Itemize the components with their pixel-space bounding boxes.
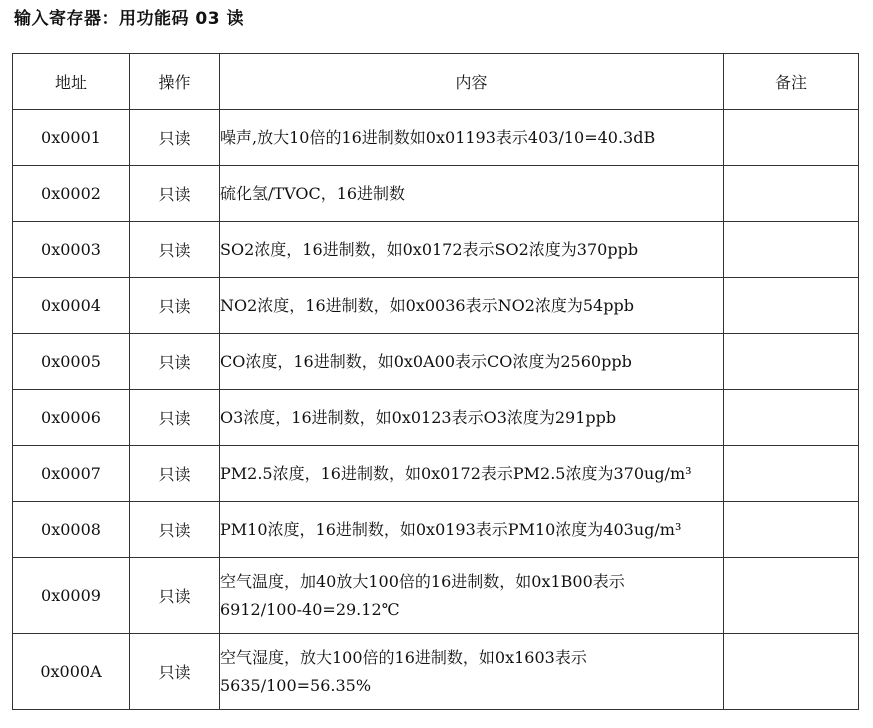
- register-operation: 只读: [130, 110, 220, 166]
- register-address: 0x0006: [13, 390, 130, 446]
- table-row: [13, 390, 859, 446]
- register-address: 0x0005: [13, 334, 130, 390]
- register-note: [724, 502, 859, 558]
- register-address: 0x000A: [13, 634, 130, 710]
- table-row: [13, 222, 859, 278]
- register-note: [724, 334, 859, 390]
- register-operation: 只读: [130, 334, 220, 390]
- input-register-table: [12, 53, 859, 710]
- header-operation: 操作: [130, 54, 220, 110]
- content-line: SO2浓度，16进制数，如0x0172表示SO2浓度为370ppb: [220, 239, 639, 259]
- register-operation: 只读: [130, 446, 220, 502]
- register-address: 0x0001: [13, 110, 130, 166]
- content-line: O3浓度，16进制数，如0x0123表示O3浓度为291ppb: [220, 407, 617, 427]
- register-address: 0x0007: [13, 446, 130, 502]
- register-content: [220, 446, 724, 502]
- register-content: [220, 334, 724, 390]
- register-content: [220, 110, 724, 166]
- table-row: [13, 278, 859, 334]
- register-operation: 只读: [130, 634, 220, 710]
- content-line: PM2.5浓度，16进制数，如0x0172表示PM2.5浓度为370ug/m³: [220, 463, 692, 483]
- content-line: 噪声,放大10倍的16进制数如0x01193表示403/10=40.3dB: [220, 127, 656, 147]
- register-note: [724, 166, 859, 222]
- table-row: [13, 502, 859, 558]
- register-content: [220, 634, 724, 710]
- content-line: 硫化氢/TVOC，16进制数: [220, 183, 406, 203]
- register-content: [220, 390, 724, 446]
- table-row: [13, 334, 859, 390]
- register-operation: 只读: [130, 278, 220, 334]
- register-address: 0x0004: [13, 278, 130, 334]
- register-note: [724, 558, 859, 634]
- register-note: [724, 110, 859, 166]
- register-note: [724, 634, 859, 710]
- register-address: 0x0003: [13, 222, 130, 278]
- register-note: [724, 278, 859, 334]
- table-row: [13, 166, 859, 222]
- content-line: 空气温度，加40放大100倍的16进制数，如0x1B00表示: [220, 571, 625, 591]
- table-row: [13, 558, 859, 634]
- register-content: [220, 222, 724, 278]
- register-content: [220, 278, 724, 334]
- register-operation: 只读: [130, 222, 220, 278]
- content-line: NO2浓度，16进制数，如0x0036表示NO2浓度为54ppb: [220, 295, 634, 315]
- register-note: [724, 446, 859, 502]
- header-address: 地址: [13, 54, 130, 110]
- register-content: [220, 558, 724, 634]
- register-note: [724, 390, 859, 446]
- table-row: [13, 110, 859, 166]
- content-line: 5635/100=56.35%: [220, 675, 372, 695]
- register-address: 0x0009: [13, 558, 130, 634]
- table-header-row: [13, 54, 859, 110]
- content-line: CO浓度，16进制数，如0x0A00表示CO浓度为2560ppb: [220, 351, 632, 371]
- header-note: 备注: [724, 54, 859, 110]
- register-operation: 只读: [130, 558, 220, 634]
- register-operation: 只读: [130, 166, 220, 222]
- register-note: [724, 222, 859, 278]
- register-operation: 只读: [130, 390, 220, 446]
- content-line: PM10浓度，16进制数，如0x0193表示PM10浓度为403ug/m³: [220, 519, 682, 539]
- register-content: [220, 502, 724, 558]
- register-address: 0x0008: [13, 502, 130, 558]
- register-operation: 只读: [130, 502, 220, 558]
- table-row: [13, 446, 859, 502]
- table-row: [13, 634, 859, 710]
- content-line: 6912/100-40=29.12℃: [220, 599, 400, 619]
- register-address: 0x0002: [13, 166, 130, 222]
- content-line: 空气湿度，放大100倍的16进制数，如0x1603表示: [220, 647, 587, 667]
- register-content: [220, 166, 724, 222]
- header-content: 内容: [220, 54, 724, 110]
- page-title: 输入寄存器：用功能码 03 读: [14, 9, 244, 29]
